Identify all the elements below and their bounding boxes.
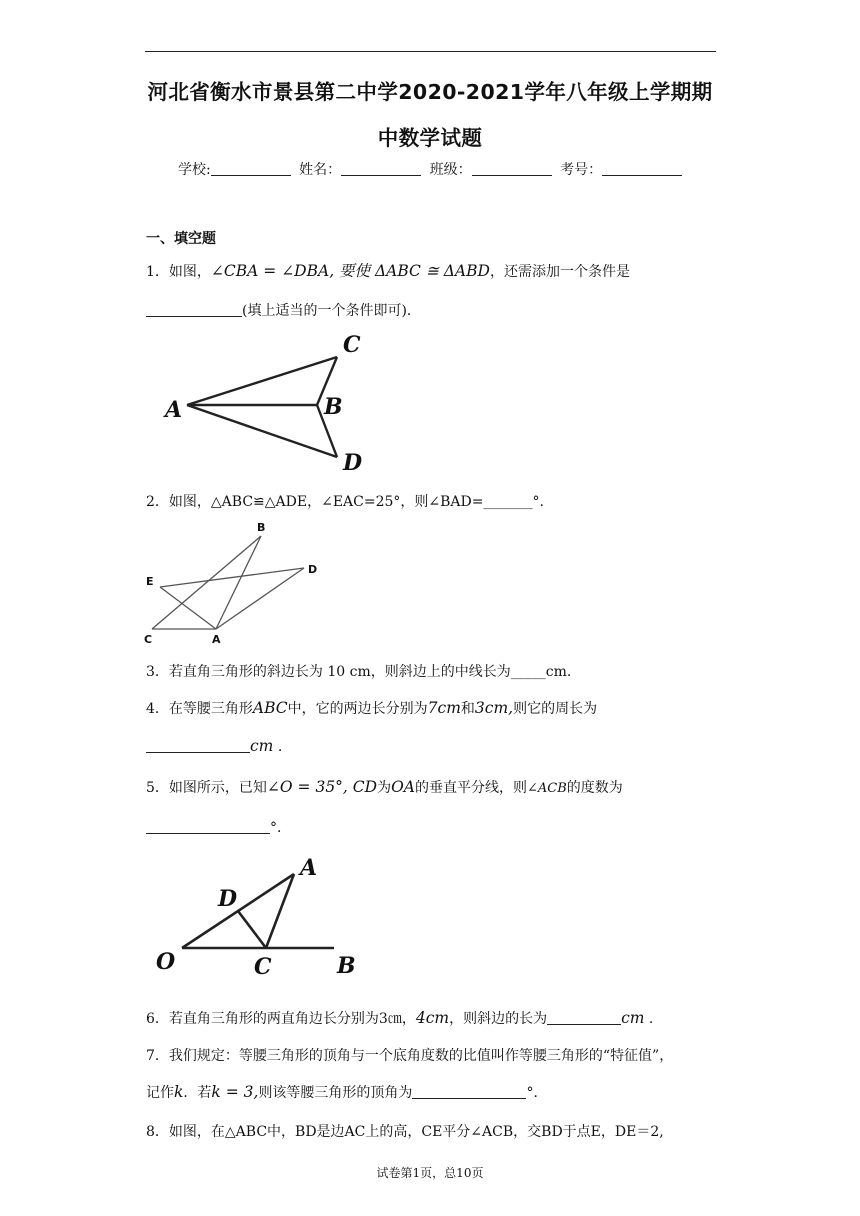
top-rule [145,51,716,52]
segment-ed [160,568,304,587]
figure-q2 [140,518,340,648]
segment-cb [152,536,261,629]
q5-middle: 为 [377,780,392,796]
exam-number-label: 考号： [560,162,603,178]
question-6: 6．若直角三角形的两直角边长分别为3㎝，4cm，则斜边的长为 cm . [146,1009,654,1027]
segment-ac [266,874,294,948]
question-1-line1 [146,259,630,281]
page-footer: 试卷第1页，总10页 [376,1166,484,1180]
q1-prefix: 1．如图， [146,264,211,280]
name-label: 姓名： [299,162,342,178]
segment-ad [187,405,337,457]
figure-q5 [150,850,370,980]
fig2-label-a: A [212,633,221,646]
fig5-label-o: O [156,949,176,975]
q7-tail: °． [526,1085,548,1101]
fig2-label-e: E [146,575,154,588]
q6-unit: cm [621,1009,645,1027]
q4-answer-blank[interactable] [146,738,250,753]
q4-side1: 7cm [427,699,461,717]
fig1-label-c: C [343,332,361,358]
question-7-line2 [146,1082,547,1102]
fig2-label-b: B [257,521,266,534]
q5-tail: °． [270,820,291,836]
q5-prefix: 5．如图所示，已知 [146,780,267,796]
q1-math: ∠CBA = ∠DBA, 要使 ΔABC ≅ ΔABD [210,262,490,280]
question-3: 3．若直角三角形的斜边长为 10 cm，则斜边上的中线长为_____cm. [146,664,572,680]
segment-ad [216,568,304,629]
q1-answer-blank[interactable] [146,302,242,317]
q7-middle: ．若 [183,1085,212,1101]
q5-middle2: 的垂直平分线，则 [414,780,527,796]
name-field[interactable] [341,161,421,176]
question-4-line1 [146,698,597,718]
q5-answer-blank[interactable] [146,819,270,834]
q4-and: 和 [460,701,475,717]
fig2-label-c: C [144,633,153,646]
q7-prefix: 记作 [146,1085,174,1101]
fig5-label-d: D [218,886,238,912]
q7-suffix: 则该等腰三角形的顶角为 [258,1085,413,1101]
q4-unit: cm [250,737,274,755]
figure-q1 [160,330,380,478]
fig2-label-d: D [308,563,318,576]
q5-oa: OA [391,778,415,796]
q7-answer-blank[interactable] [412,1084,526,1099]
section-title: 一、填空题 [146,231,216,247]
q4-middle: 中，它的两边长分别为 [287,701,428,717]
school-label: 学校: [178,162,211,178]
segment-dc [238,911,266,948]
q6-suffix: ，则斜边的长为 [449,1011,548,1027]
class-field[interactable] [472,161,552,176]
class-label: 班级： [429,162,472,178]
q5-suffix: 的度数为 [566,780,623,796]
fig1-label-a: A [165,397,183,423]
segment-ab [216,536,261,629]
q6-prefix: 6．若直角三角形的两直角边长分别为3㎝， [146,1011,416,1027]
exam-title-line1: 河北省衡水市景县第二中学2020-2021学年八年级上学期期 [147,80,713,104]
question-1-line2 [146,300,421,320]
q6-answer-blank[interactable] [547,1010,621,1025]
fig5-label-a: A [300,855,318,881]
question-4-line2: cm . [146,737,282,755]
question-7-line1: 7．我们规定：等腰三角形的顶角与一个底角度数的比值叫作等腰三角形的“特征值”， [146,1048,674,1064]
fig1-label-d: D [343,450,363,476]
student-info-row [178,159,686,179]
q4-triangle-name: ABC [252,699,288,717]
q4-side2: 3cm, [474,699,514,717]
question-5-line1 [146,777,623,797]
fig1-label-b: B [324,394,343,420]
fig5-label-c: C [254,954,272,980]
q1-suffix: ，还需添加一个条件是 [489,264,630,280]
exam-number-field[interactable] [602,161,682,176]
fig5-label-b: B [337,953,356,979]
q4-prefix: 4．在等腰三角形 [146,701,253,717]
school-field[interactable] [211,161,291,176]
question-5-line2 [146,817,291,837]
q6-value: 4cm [415,1009,450,1027]
q4-suffix: 则它的周长为 [513,701,598,717]
q1-line2-text: (填上适当的一个条件即可)． [242,303,421,319]
question-8: 8．如图，在△ABC中，BD是边AC上的高，CE平分∠ACB，交BD于点E，DE＝2, [146,1124,664,1140]
exam-title-line2: 中数学试题 [377,126,483,150]
segment-ac [187,357,337,405]
question-2: 2．如图，△ABC≌△ADE，∠EAC=25°，则∠BAD=_______°. [146,494,544,510]
q5-acb: ∠ACB [526,781,567,796]
q5-math: ∠O = 35°, CD [266,778,378,796]
q7-k: k [174,1083,184,1101]
segment-ae [160,587,216,629]
q7-k-value: k = 3, [211,1083,259,1101]
